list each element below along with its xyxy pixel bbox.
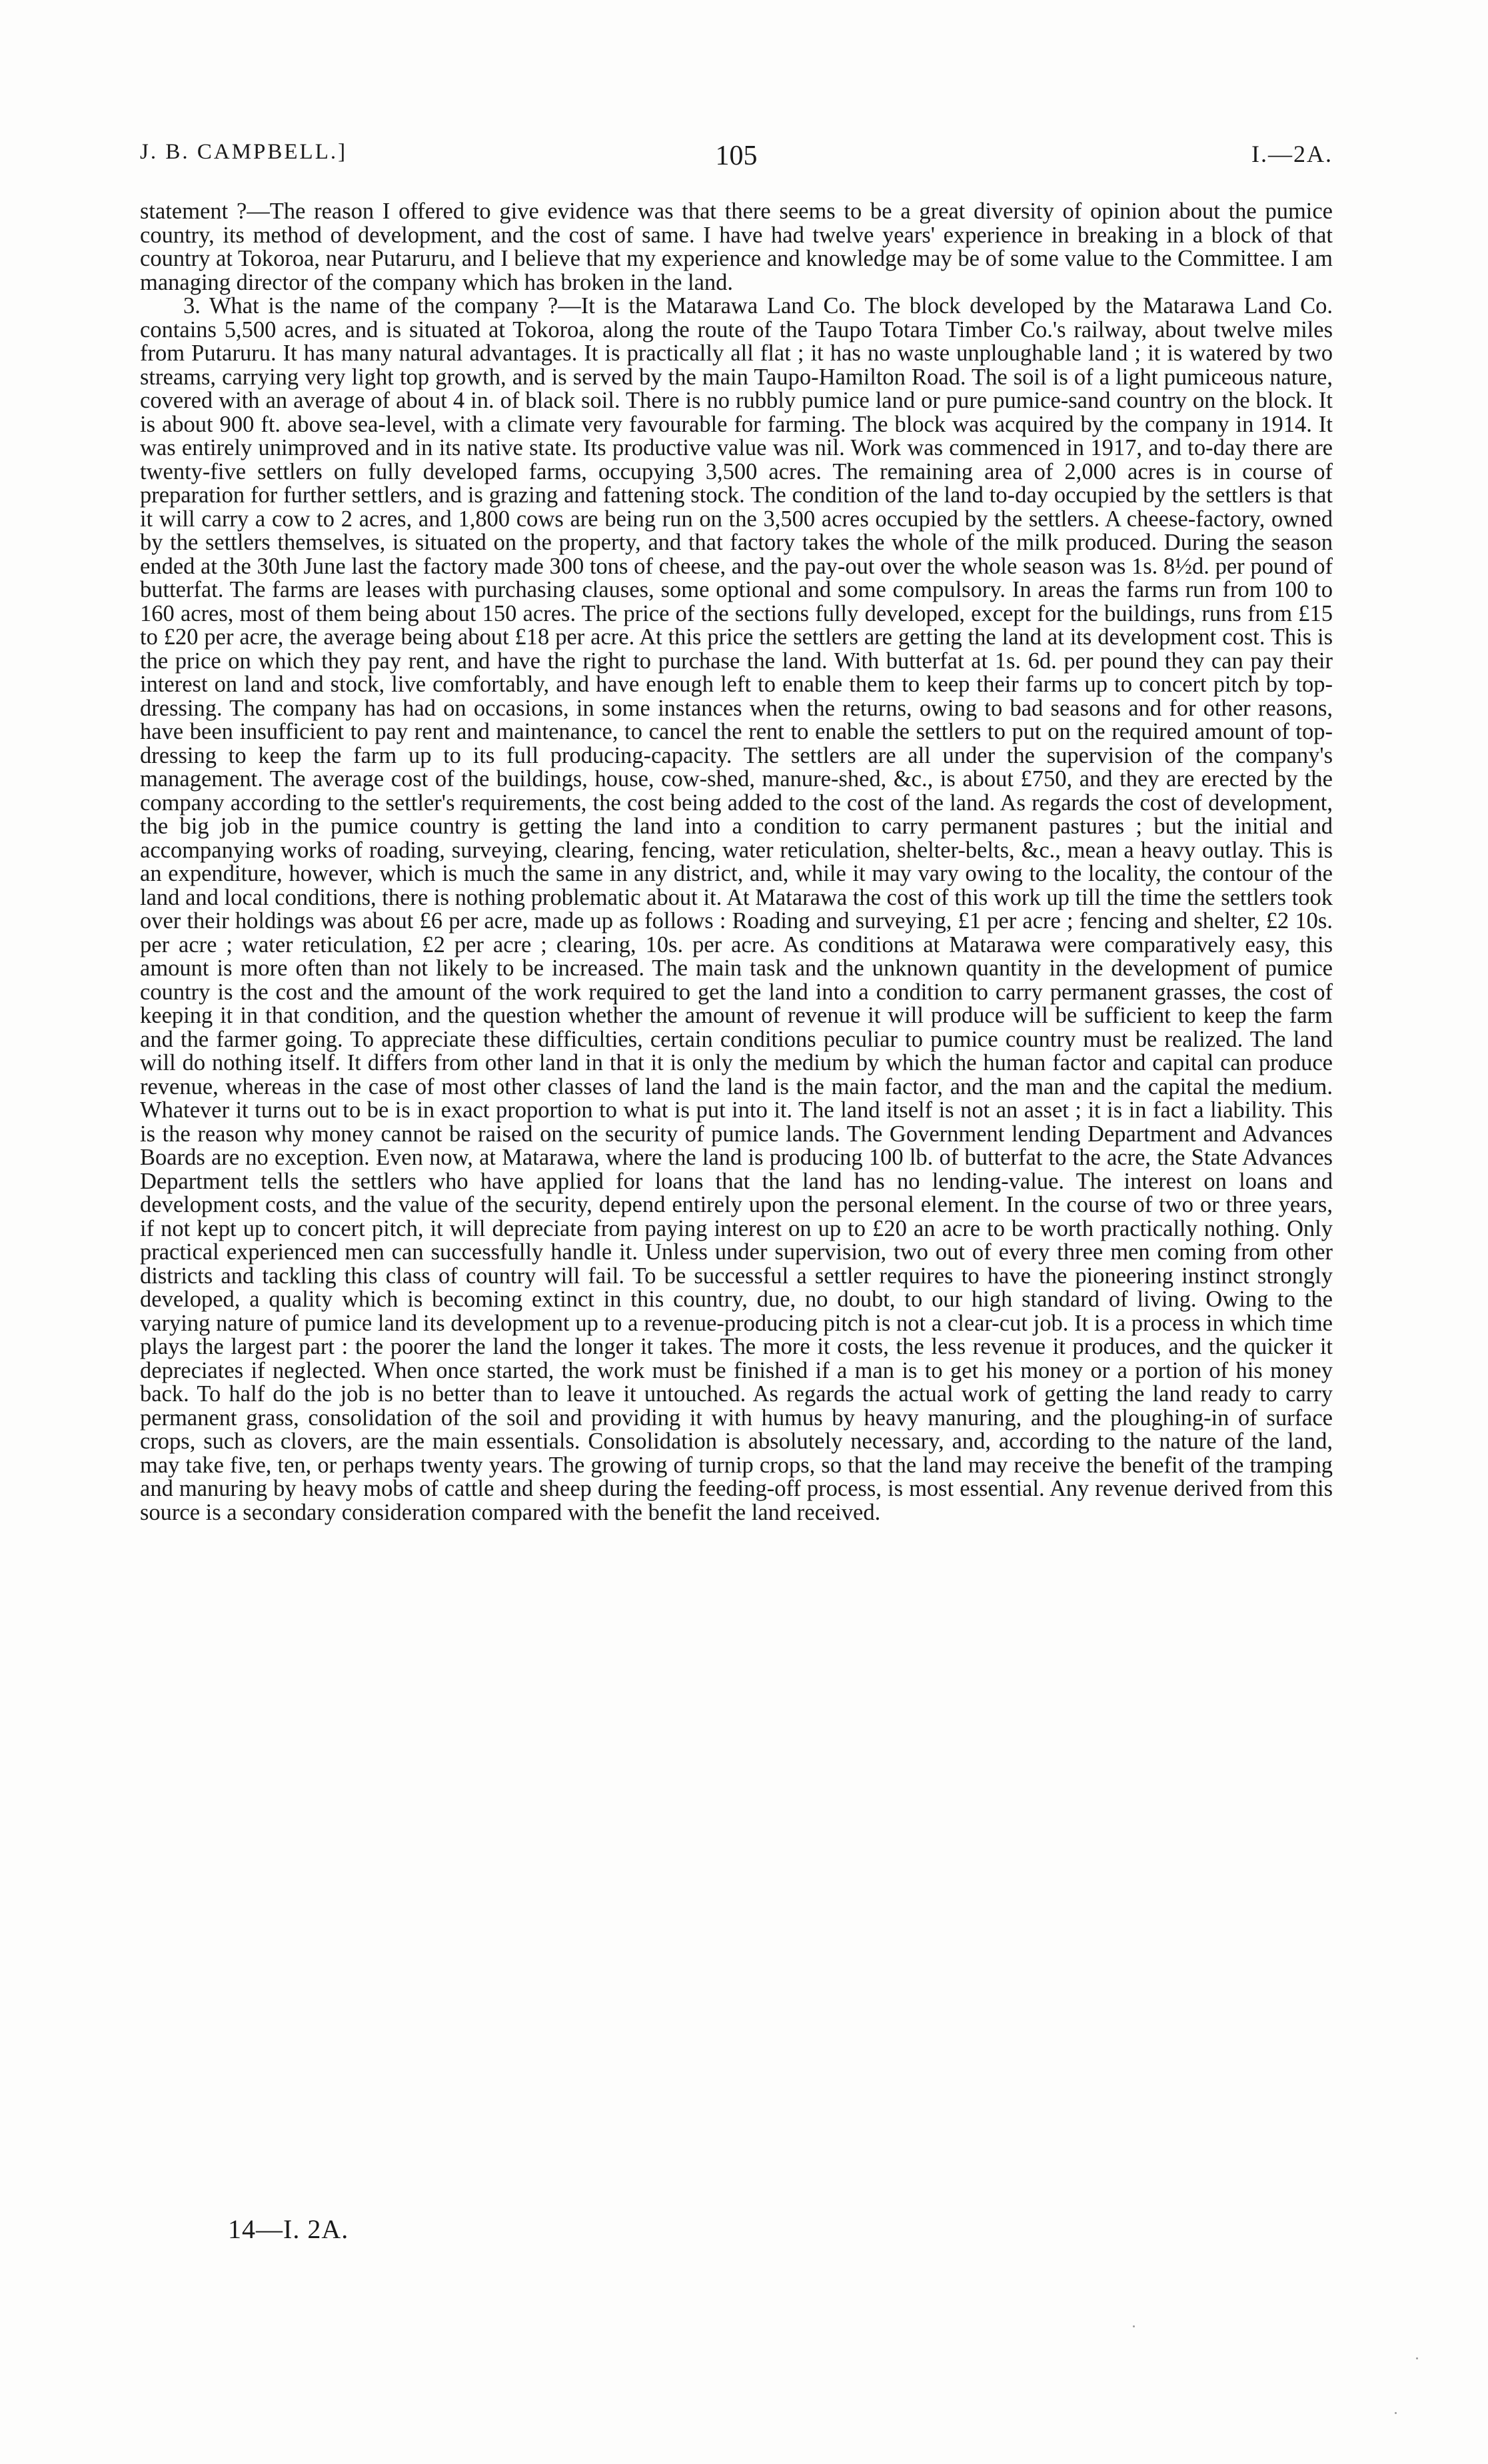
paragraph-statement: statement ?—The reason I offered to give evidence was that there seems to be a great diversity of opinion about the pumice country, its method of development, and the cost of same. I have had twelve years' experience in breaking in a block of that country at Tokoroa, near Putaruru, and I believe that my experience and knowledge may be of some value to the Committee. I am managing director of the company which has broken in the land. [140,199,1333,295]
page-number: 105 [715,141,758,171]
page-header [140,140,1333,180]
witness-name: J. B. CAMPBELL.] [140,140,348,164]
paragraph-question-3: 3. What is the name of the company ?—It is the Matarawa Land Co. The block developed by the Matarawa Land Co. contains 5,500 acres, and is situated at Tokoroa, along the route of the Taupo Totara Timber Co.'s railway, about twelve miles from Putaruru. It has many natural advantages. It is practically all flat ; it has no waste unploughable land ; it is watered by two streams, carrying very light top growth, and is served by the main Taupo-Hamilton Road. The soil is of a light pumiceous nature, covered with an average of about 4 in. of black soil. There is no rubbly pumice land or pure pumice-sand country on the block. It is about 900 ft. above sea-level, with a climate very favourable for farming. The block was acquired by the company in 1914. It was entirely unimproved and in its native state. Its productive value was nil. Work was commenced in 1917, and to-day there are twenty-five settlers on fully developed farms, occupying 3,500 acres. The remaining area of 2,000 acres is in course of preparation for further settlers, and is grazing and fattening stock. The condition of the land to-day occupied by the settlers is that it will carry a cow to 2 acres, and 1,800 cows are being run on the 3,500 acres occupied by the settlers. A cheese-factory, owned by the settlers themselves, is situated on the property, and that factory takes the whole of the milk produced. During the season ended at the 30th June last the factory made 300 tons of cheese, and the pay-out over the whole season was 1s. 8½d. per pound of butterfat. The farms are leases with purchasing clauses, some optional and some compulsory. In areas the farms run from 100 to 160 acres, most of them being about 150 acres. The price of the sections fully developed, except for the buildings, runs from £15 to £20 per acre, the average being about £18 per acre. At this price the settlers are getting the land at its development cost. This is the price on which they pay rent, and have the right to purchase the land. With butterfat at 1s. 6d. per pound they can pay their interest on land and stock, live comfortably, and have enough left to enable them to keep their farms up to concert pitch by top-dressing. The company has had on occasions, in some instances when the returns, owing to bad seasons and for other reasons, have been insufficient to pay rent and maintenance, to cancel the rent to enable the settlers to put on the required amount of top-dressing to keep the farm up to its full producing-capacity. The settlers are all under the supervision of the company's management. The average cost of the buildings, house, cow-shed, manure-shed, &c., is about £750, and they are erected by the company according to the settler's requirements, the cost being added to the cost of the land. As regards the cost of development, the big job in the pumice country is getting the land into a condition to carry permanent pastures ; but the initial and accompanying works of roading, surveying, clearing, fencing, water reticulation, shelter-belts, &c., mean a heavy outlay. This is an expenditure, however, which is much the same in any district, and, while it may vary owing to the locality, the contour of the land and local conditions, there is nothing problematic about it. At Matarawa the cost of this work up till the time the settlers took over their holdings was about £6 per acre, made up as follows : Roading and surveying, £1 per acre ; fencing and shelter, £2 10s. per acre ; water reticulation, £2 per acre ; clearing, 10s. per acre. As conditions at Matarawa were comparatively easy, this amount is more often than not likely to be increased. The main task and the unknown quantity in the development of pumice country is the cost and the amount of the work required to get the land into a condition to carry permanent grasses, the cost of keeping it in that condition, and the question whether the amount of revenue it will produce will be sufficient to keep the farm and the farmer going. To appreciate these difficulties, certain conditions peculiar to pumice country must be realized. The land will do nothing itself. It differs from other land in that it is only the medium by which the human factor and capital can produce revenue, whereas in the case of most other classes of land the land is the main factor, and the man and the capital the medium. Whatever it turns out to be is in exact proportion to what is put into it. The land itself is not an asset ; it is in fact a liability. This is the reason why money cannot be raised on the security of pumice lands. The Government lending Department and Advances Boards are no exception. Even now, at Matarawa, where the land is producing 100 lb. of butterfat to the acre, the State Advances Department tells the settlers who have applied for loans that the land has no lending-value. The interest on loans and development costs, and the value of the security, depend entirely upon the personal element. In the course of two or three years, if not kept up to concert pitch, it will depreciate from paying interest on up to £20 an acre to be worth practically nothing. Only practical experienced men can successfully handle it. Unless under supervision, two out of every three men coming from other districts and tackling this class of country will fail. To be successful a settler requires to have the pioneering instinct strongly developed, a quality which is becoming extinct in this country, due, no doubt, to our high standard of living. Owing to the varying nature of pumice land its development up to a revenue-producing pitch is not a clear-cut job. It is a process in which time plays the largest part : the poorer the land the longer it takes. The more it costs, the less revenue it produces, and the quicker it depreciates if neglected. When once started, the work must be finished if a man is to get his money or a portion of his money back. To half do the job is no better than to leave it untouched. As regards the actual work of getting the land ready to carry permanent grass, consolidation of the soil and providing it with humus by heavy manuring, and the ploughing-in of surface crops, such as clovers, are the main essentials. Consolidation is absolutely necessary, and, according to the nature of the land, may take five, ten, or perhaps twenty years. The growing of turnip crops, so that the land may receive the benefit of the tramping and manuring by heavy mobs of cattle and sheep during the feeding-off process, is most essential. Any revenue derived from this source is a secondary consideration compared with the benefit the land received. [140,293,1333,1525]
paper-reference: I.—2A. [1251,141,1333,167]
body-text [140,200,1333,1525]
paper-speck [1395,2412,1397,2414]
paper-speck [1133,2325,1135,2327]
paper-speck [1416,2357,1418,2359]
printer-signature: 14—I. 2A. [228,2214,349,2244]
